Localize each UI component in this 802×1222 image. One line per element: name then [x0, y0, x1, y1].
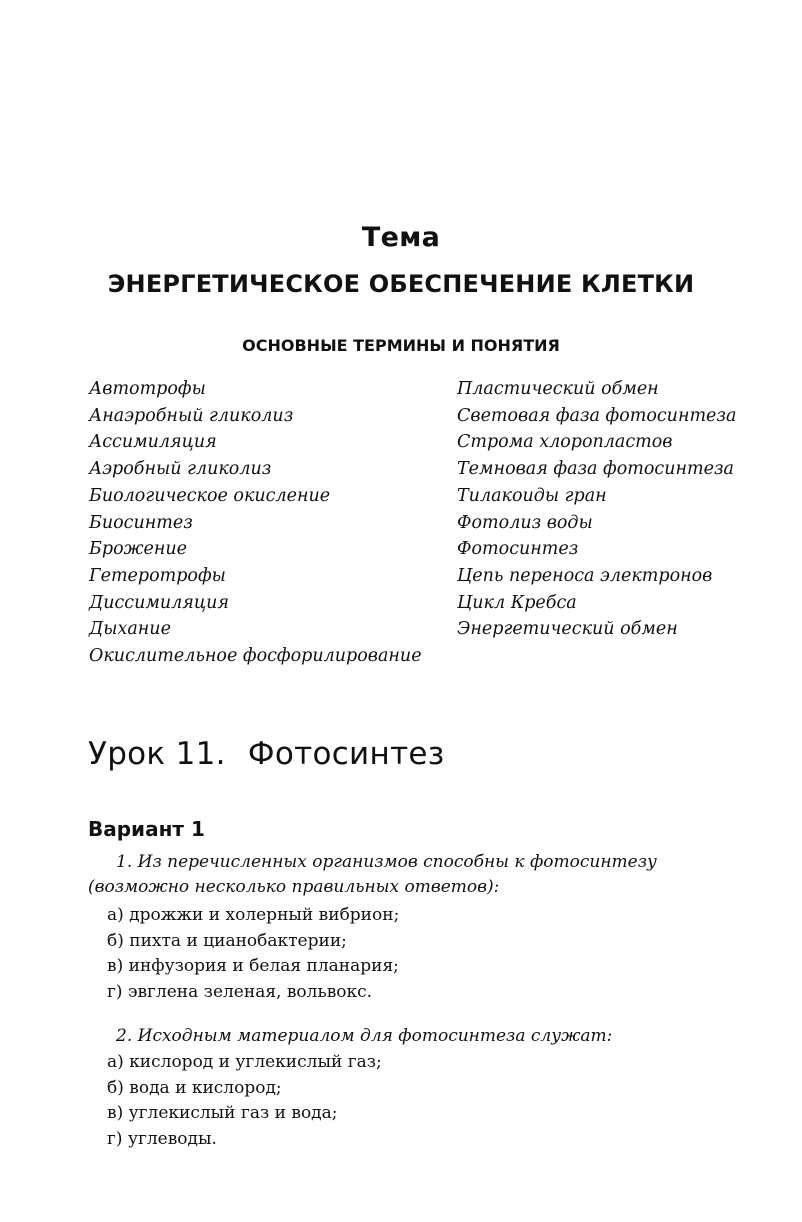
answer-option: а) дрожжи и холерный вибрион;	[107, 905, 400, 925]
variant-heading: Вариант 1	[88, 817, 205, 841]
term-item: Ассимиляция	[89, 432, 217, 453]
terms-list-left	[89, 376, 439, 670]
term-item: Пластический обмен	[457, 379, 659, 399]
terms-heading: ОСНОВНЫЕ ТЕРМИНЫ И ПОНЯТИЯ	[242, 336, 560, 355]
answer-list	[107, 903, 399, 1005]
term-item: Тилакоиды гран	[457, 485, 607, 506]
answer-option: г) эвглена зеленая, вольвокс.	[107, 981, 373, 1002]
term-item: Фотосинтез	[457, 539, 579, 560]
term-item: Биосинтез	[89, 512, 193, 533]
question-text: 1. Из перечисленных организмов способны к фотосинтезу (возможно несколько правильных ответов):	[88, 852, 657, 897]
term-item: Световая фаза фотосинтеза	[457, 405, 737, 426]
term-item: Энергетический обмен	[457, 619, 678, 640]
answer-option: б) вода и кислород;	[107, 1077, 282, 1098]
lesson-number: Урок 11.	[88, 736, 226, 772]
question-text: 2. Исходным материалом для фотосинтеза служат:	[116, 1026, 613, 1046]
term-item: Аэробный гликолиз	[89, 459, 272, 480]
answer-option: г) углеводы.	[107, 1128, 217, 1149]
term-item: Брожение	[89, 539, 188, 560]
term-item: Темновая фаза фотосинтеза	[457, 459, 734, 480]
term-item: Анаэробный гликолиз	[89, 405, 294, 426]
topic-title: ЭНЕРГЕТИЧЕСКОЕ ОБЕСПЕЧЕНИЕ КЛЕТКИ	[107, 270, 695, 298]
term-item: Окислительное фосфорилирование	[89, 646, 422, 667]
term-item: Гетеротрофы	[89, 565, 226, 586]
term-item: Дыхание	[89, 619, 171, 640]
term-item: Фотолиз воды	[457, 512, 593, 533]
term-item: Цепь переноса электронов	[457, 565, 713, 586]
term-item: Строма хлоропластов	[457, 432, 673, 453]
lesson-title	[88, 736, 445, 772]
term-item: Биологическое окисление	[89, 485, 331, 506]
answer-option: б) пихта и цианобактерии;	[107, 930, 347, 951]
term-item: Цикл Кребса	[457, 592, 577, 613]
term-item: Диссимиляция	[89, 592, 229, 613]
terms-list-right	[457, 376, 777, 643]
topic-label: Тема	[361, 222, 441, 253]
term-item: Автотрофы	[89, 379, 206, 399]
answer-list	[107, 1050, 382, 1152]
answer-option: а) кислород и углекислый газ;	[107, 1052, 382, 1072]
answer-option: в) углекислый газ и вода;	[107, 1103, 338, 1123]
lesson-name: Фотосинтез	[247, 736, 445, 772]
answer-option: в) инфузория и белая планария;	[107, 956, 399, 976]
